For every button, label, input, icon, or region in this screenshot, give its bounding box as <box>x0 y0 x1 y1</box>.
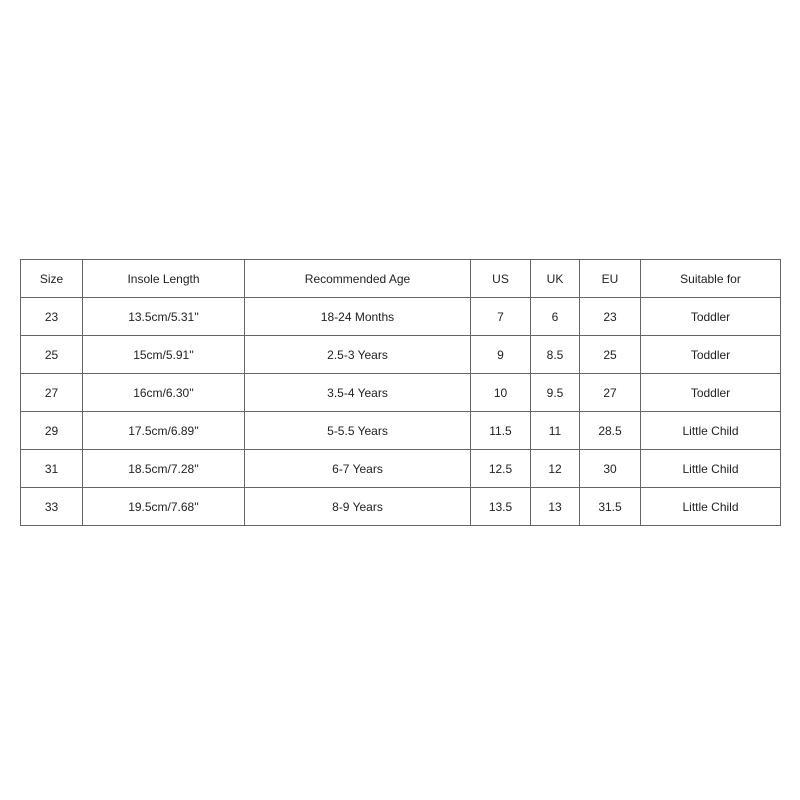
cell-suitable-for: Toddler <box>641 298 781 336</box>
cell-eu: 30 <box>580 450 641 488</box>
cell-suitable-for: Little Child <box>641 488 781 526</box>
cell-suitable-for: Toddler <box>641 336 781 374</box>
cell-recommended-age: 3.5-4 Years <box>245 374 471 412</box>
cell-us: 7 <box>471 298 531 336</box>
cell-uk: 6 <box>531 298 580 336</box>
cell-eu: 31.5 <box>580 488 641 526</box>
cell-uk: 8.5 <box>531 336 580 374</box>
cell-size: 27 <box>21 374 83 412</box>
cell-uk: 12 <box>531 450 580 488</box>
cell-us: 11.5 <box>471 412 531 450</box>
cell-recommended-age: 18-24 Months <box>245 298 471 336</box>
cell-size: 25 <box>21 336 83 374</box>
header-recommended-age: Recommended Age <box>245 260 471 298</box>
cell-recommended-age: 2.5-3 Years <box>245 336 471 374</box>
cell-insole-length: 16cm/6.30'' <box>83 374 245 412</box>
table-row <box>21 374 781 412</box>
cell-suitable-for: Toddler <box>641 374 781 412</box>
cell-uk: 11 <box>531 412 580 450</box>
cell-size: 23 <box>21 298 83 336</box>
table-row <box>21 298 781 336</box>
cell-uk: 9.5 <box>531 374 580 412</box>
cell-insole-length: 17.5cm/6.89'' <box>83 412 245 450</box>
cell-us: 10 <box>471 374 531 412</box>
table-row <box>21 450 781 488</box>
table-row <box>21 336 781 374</box>
header-us: US <box>471 260 531 298</box>
table-row <box>21 488 781 526</box>
header-insole-length: Insole Length <box>83 260 245 298</box>
header-uk: UK <box>531 260 580 298</box>
cell-us: 12.5 <box>471 450 531 488</box>
cell-insole-length: 13.5cm/5.31'' <box>83 298 245 336</box>
cell-size: 31 <box>21 450 83 488</box>
header-row <box>21 260 781 298</box>
cell-recommended-age: 6-7 Years <box>245 450 471 488</box>
cell-eu: 25 <box>580 336 641 374</box>
cell-suitable-for: Little Child <box>641 450 781 488</box>
cell-insole-length: 18.5cm/7.28'' <box>83 450 245 488</box>
size-chart-table <box>20 259 781 526</box>
cell-eu: 23 <box>580 298 641 336</box>
header-suitable-for: Suitable for <box>641 260 781 298</box>
header-eu: EU <box>580 260 641 298</box>
table-row <box>21 412 781 450</box>
cell-eu: 28.5 <box>580 412 641 450</box>
cell-us: 13.5 <box>471 488 531 526</box>
cell-recommended-age: 8-9 Years <box>245 488 471 526</box>
cell-eu: 27 <box>580 374 641 412</box>
cell-insole-length: 19.5cm/7.68'' <box>83 488 245 526</box>
cell-size: 33 <box>21 488 83 526</box>
cell-us: 9 <box>471 336 531 374</box>
header-size: Size <box>21 260 83 298</box>
cell-recommended-age: 5-5.5 Years <box>245 412 471 450</box>
cell-size: 29 <box>21 412 83 450</box>
cell-insole-length: 15cm/5.91'' <box>83 336 245 374</box>
cell-suitable-for: Little Child <box>641 412 781 450</box>
cell-uk: 13 <box>531 488 580 526</box>
